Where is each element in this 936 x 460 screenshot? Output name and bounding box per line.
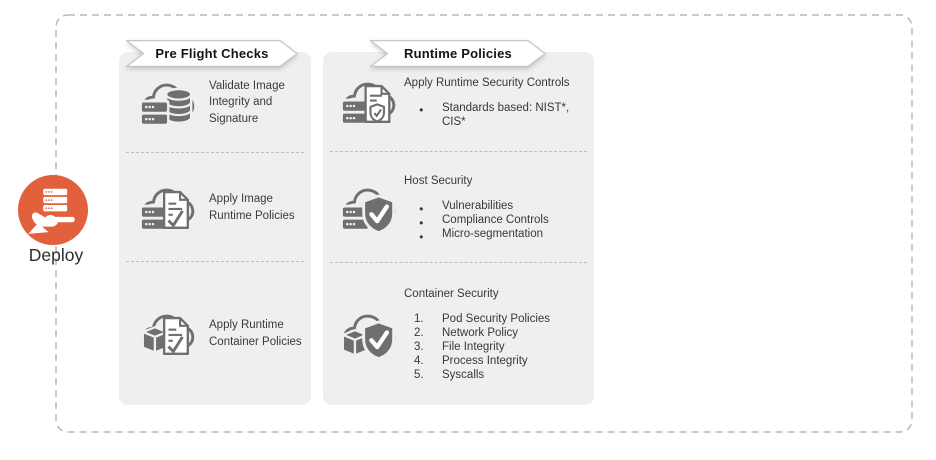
step-apply-image-runtime-policies	[119, 153, 311, 262]
pre-flight-checks-panel	[119, 52, 311, 405]
cloud-servers-shield-document-icon	[340, 73, 398, 131]
deploy-node	[18, 175, 88, 245]
step-numbered-list	[404, 312, 550, 382]
runtime-policies-panel	[323, 52, 594, 405]
cloud-servers-checklist-icon	[139, 179, 197, 237]
step-title: Apply Image Runtime Policies	[209, 193, 295, 222]
banner-label: Pre Flight Checks	[155, 46, 269, 61]
step-validate-image	[119, 52, 311, 153]
runtime-policies-banner	[370, 40, 546, 67]
step-apply-runtime-security-controls	[323, 52, 594, 152]
cloud-servers-shield-check-icon	[340, 179, 398, 237]
list-item: ● Micro-segmentation	[404, 227, 549, 241]
list-item: Process Integrity	[442, 354, 528, 367]
cloud-container-shield-check-icon	[340, 305, 398, 363]
step-title: Container Security	[404, 287, 499, 300]
list-item: Syscalls	[442, 368, 485, 381]
step-title: Apply Runtime Security Controls	[404, 76, 570, 89]
step-title: Validate Image Integrity and Signature	[209, 79, 285, 125]
cloud-database-servers-icon	[139, 74, 197, 132]
step-bullet-list	[404, 101, 594, 129]
step-title: Host Security	[404, 175, 473, 187]
deploy-label: Deploy	[28, 245, 84, 265]
step-container-security	[323, 263, 594, 405]
cloud-container-checklist-icon	[139, 305, 197, 363]
list-item: ● Compliance Controls	[404, 213, 549, 227]
list-item: Pod Security Policies	[442, 312, 551, 325]
list-item: File Integrity	[442, 340, 505, 353]
step-host-security	[323, 152, 594, 263]
list-item: ● Vulnerabilities	[404, 199, 549, 213]
step-title: Apply Runtime Container Policies	[209, 319, 302, 348]
list-item: ● Standards based: NIST*, CIS*	[404, 101, 594, 129]
pre-flight-banner	[126, 40, 298, 67]
list-item: Network Policy	[442, 326, 519, 339]
hand-holding-servers-icon	[22, 179, 84, 241]
banner-label: Runtime Policies	[404, 46, 512, 61]
step-apply-runtime-container-policies	[119, 262, 311, 405]
step-bullet-list	[404, 199, 549, 241]
